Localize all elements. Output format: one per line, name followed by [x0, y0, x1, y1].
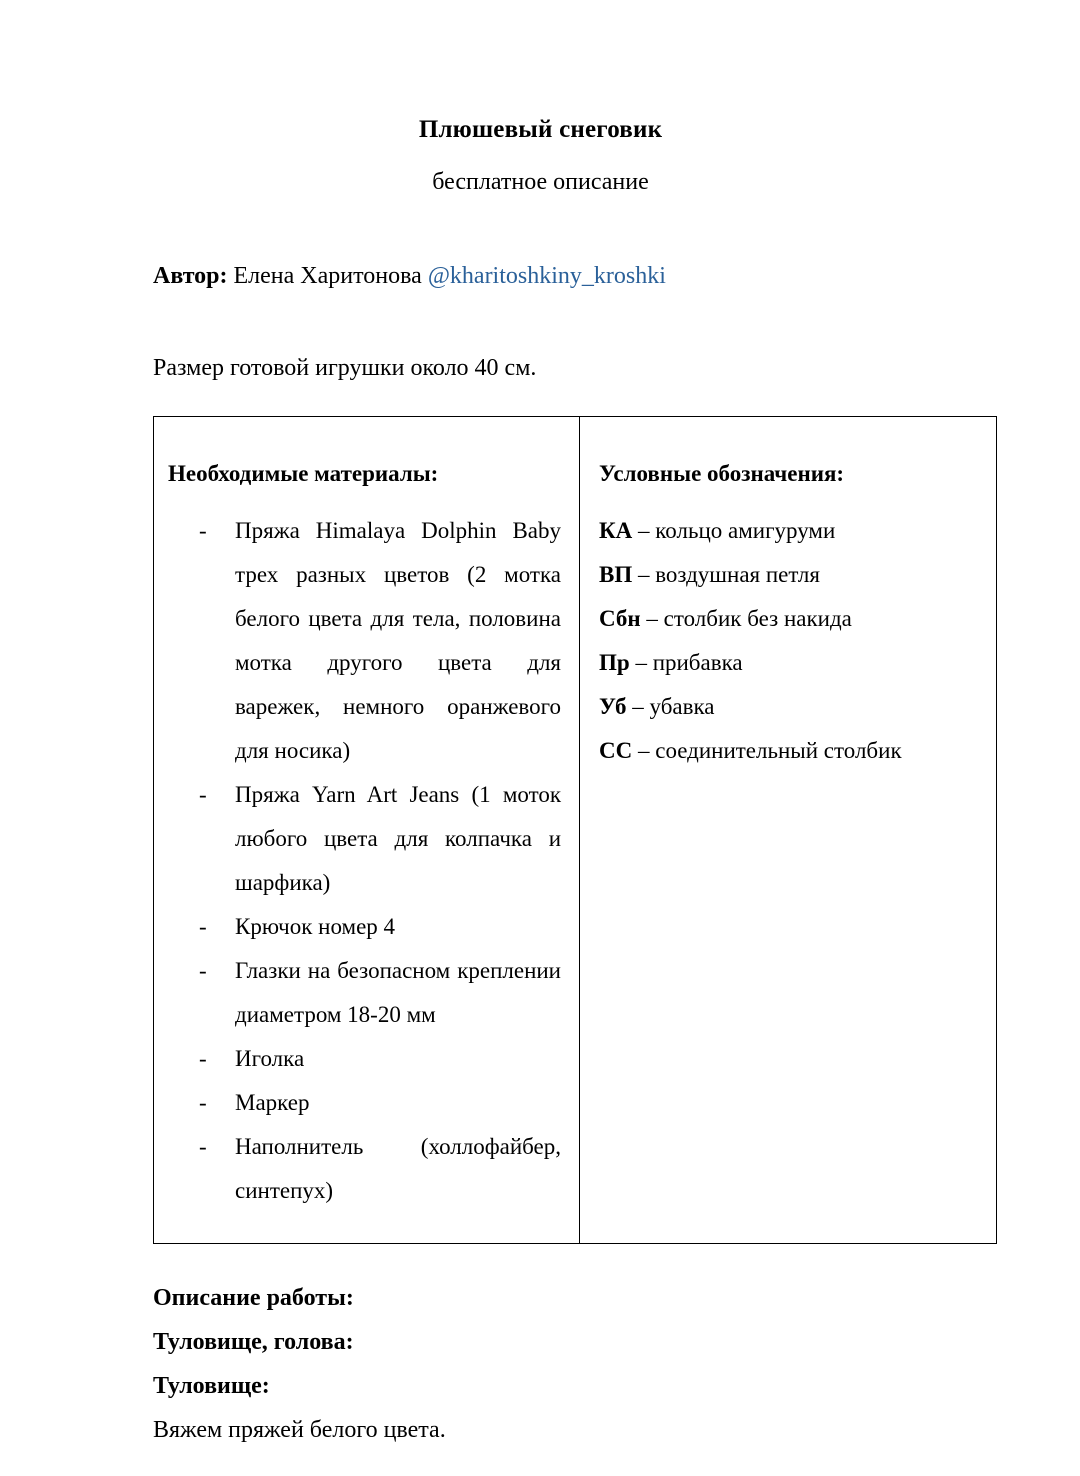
author-line — [153, 200, 928, 294]
legend-term: Пр — [599, 649, 630, 675]
dash-marker-icon: - — [199, 517, 207, 543]
list-item — [599, 553, 982, 597]
list-item — [168, 773, 561, 905]
size-note: Размер готовой игрушки около 40 см. — [153, 355, 537, 382]
list-item — [599, 729, 982, 773]
list-item-text: Наполнитель (холлофайбер, синтепух) — [235, 1133, 561, 1203]
materials-heading: Необходимые материалы: — [168, 461, 439, 487]
dash-marker-icon: - — [199, 913, 207, 939]
dash-marker-icon: - — [199, 957, 207, 983]
legend-term: Уб — [599, 693, 627, 719]
list-item — [168, 1125, 561, 1213]
list-item — [168, 905, 561, 949]
legend-cell — [580, 417, 997, 1243]
list-item — [168, 1037, 561, 1081]
list-item — [168, 1081, 561, 1125]
author-handle-link[interactable]: @kharitoshkiny_kroshki — [427, 262, 666, 289]
legend-definition: – кольцо амигуруми — [638, 517, 836, 543]
legend-definition: – столбик без накида — [646, 605, 852, 631]
list-item — [599, 597, 982, 641]
page-title: Плюшевый снеговик — [418, 116, 663, 143]
legend-heading: Условные обозначения: — [599, 461, 845, 487]
list-item — [599, 641, 982, 685]
legend-term: СС — [599, 737, 633, 763]
work-description-heading: Описание работы: — [153, 1284, 354, 1311]
list-item-text: Иголка — [235, 1045, 305, 1071]
list-item-text: Маркер — [235, 1089, 310, 1115]
legend-list — [599, 509, 982, 773]
page-subtitle: бесплатное описание — [432, 169, 649, 195]
dash-marker-icon: - — [199, 781, 207, 807]
author-label: Автор: — [153, 262, 228, 289]
legend-definition: – прибавка — [635, 649, 743, 675]
table-row — [154, 417, 997, 1243]
list-item-text: Глазки на безопасном креплении диаметром 18-20 мм — [235, 957, 561, 1027]
list-item-text: Пряжа Yarn Art Jeans (1 моток любого цвета для колпачка и шарфика) — [235, 781, 561, 895]
body-head-heading: Туловище, голова: — [153, 1328, 354, 1355]
body-text: Вяжем пряжей белого цвета. — [153, 1416, 446, 1443]
dash-marker-icon: - — [199, 1045, 207, 1071]
legend-definition: – убавка — [632, 693, 715, 719]
work-description-section — [153, 1244, 928, 1452]
list-item — [168, 509, 561, 773]
dash-marker-icon: - — [199, 1133, 207, 1159]
legend-definition: – воздушная петля — [637, 561, 820, 587]
legend-term: Сбн — [599, 605, 641, 631]
materials-cell — [154, 417, 580, 1243]
materials-list — [168, 509, 561, 1213]
body-heading: Туловище: — [153, 1372, 270, 1399]
legend-term: ВП — [599, 561, 633, 587]
list-item — [599, 509, 982, 553]
author-name: Елена Харитонова — [233, 262, 422, 289]
document-body — [153, 0, 928, 1452]
info-table — [153, 416, 997, 1243]
list-item — [168, 949, 561, 1037]
list-item-text: Крючок номер 4 — [235, 913, 396, 939]
legend-definition: – соединительный столбик — [637, 737, 902, 763]
dash-marker-icon: - — [199, 1089, 207, 1115]
list-item — [599, 685, 982, 729]
legend-term: КА — [599, 517, 633, 543]
list-item-text: Пряжа Himalaya Dolphin Baby трех разных цветов (2 мотка белого цвета для тела, половина мотка другого цвета для варежек, немного оранжевого для носика) — [235, 517, 561, 763]
